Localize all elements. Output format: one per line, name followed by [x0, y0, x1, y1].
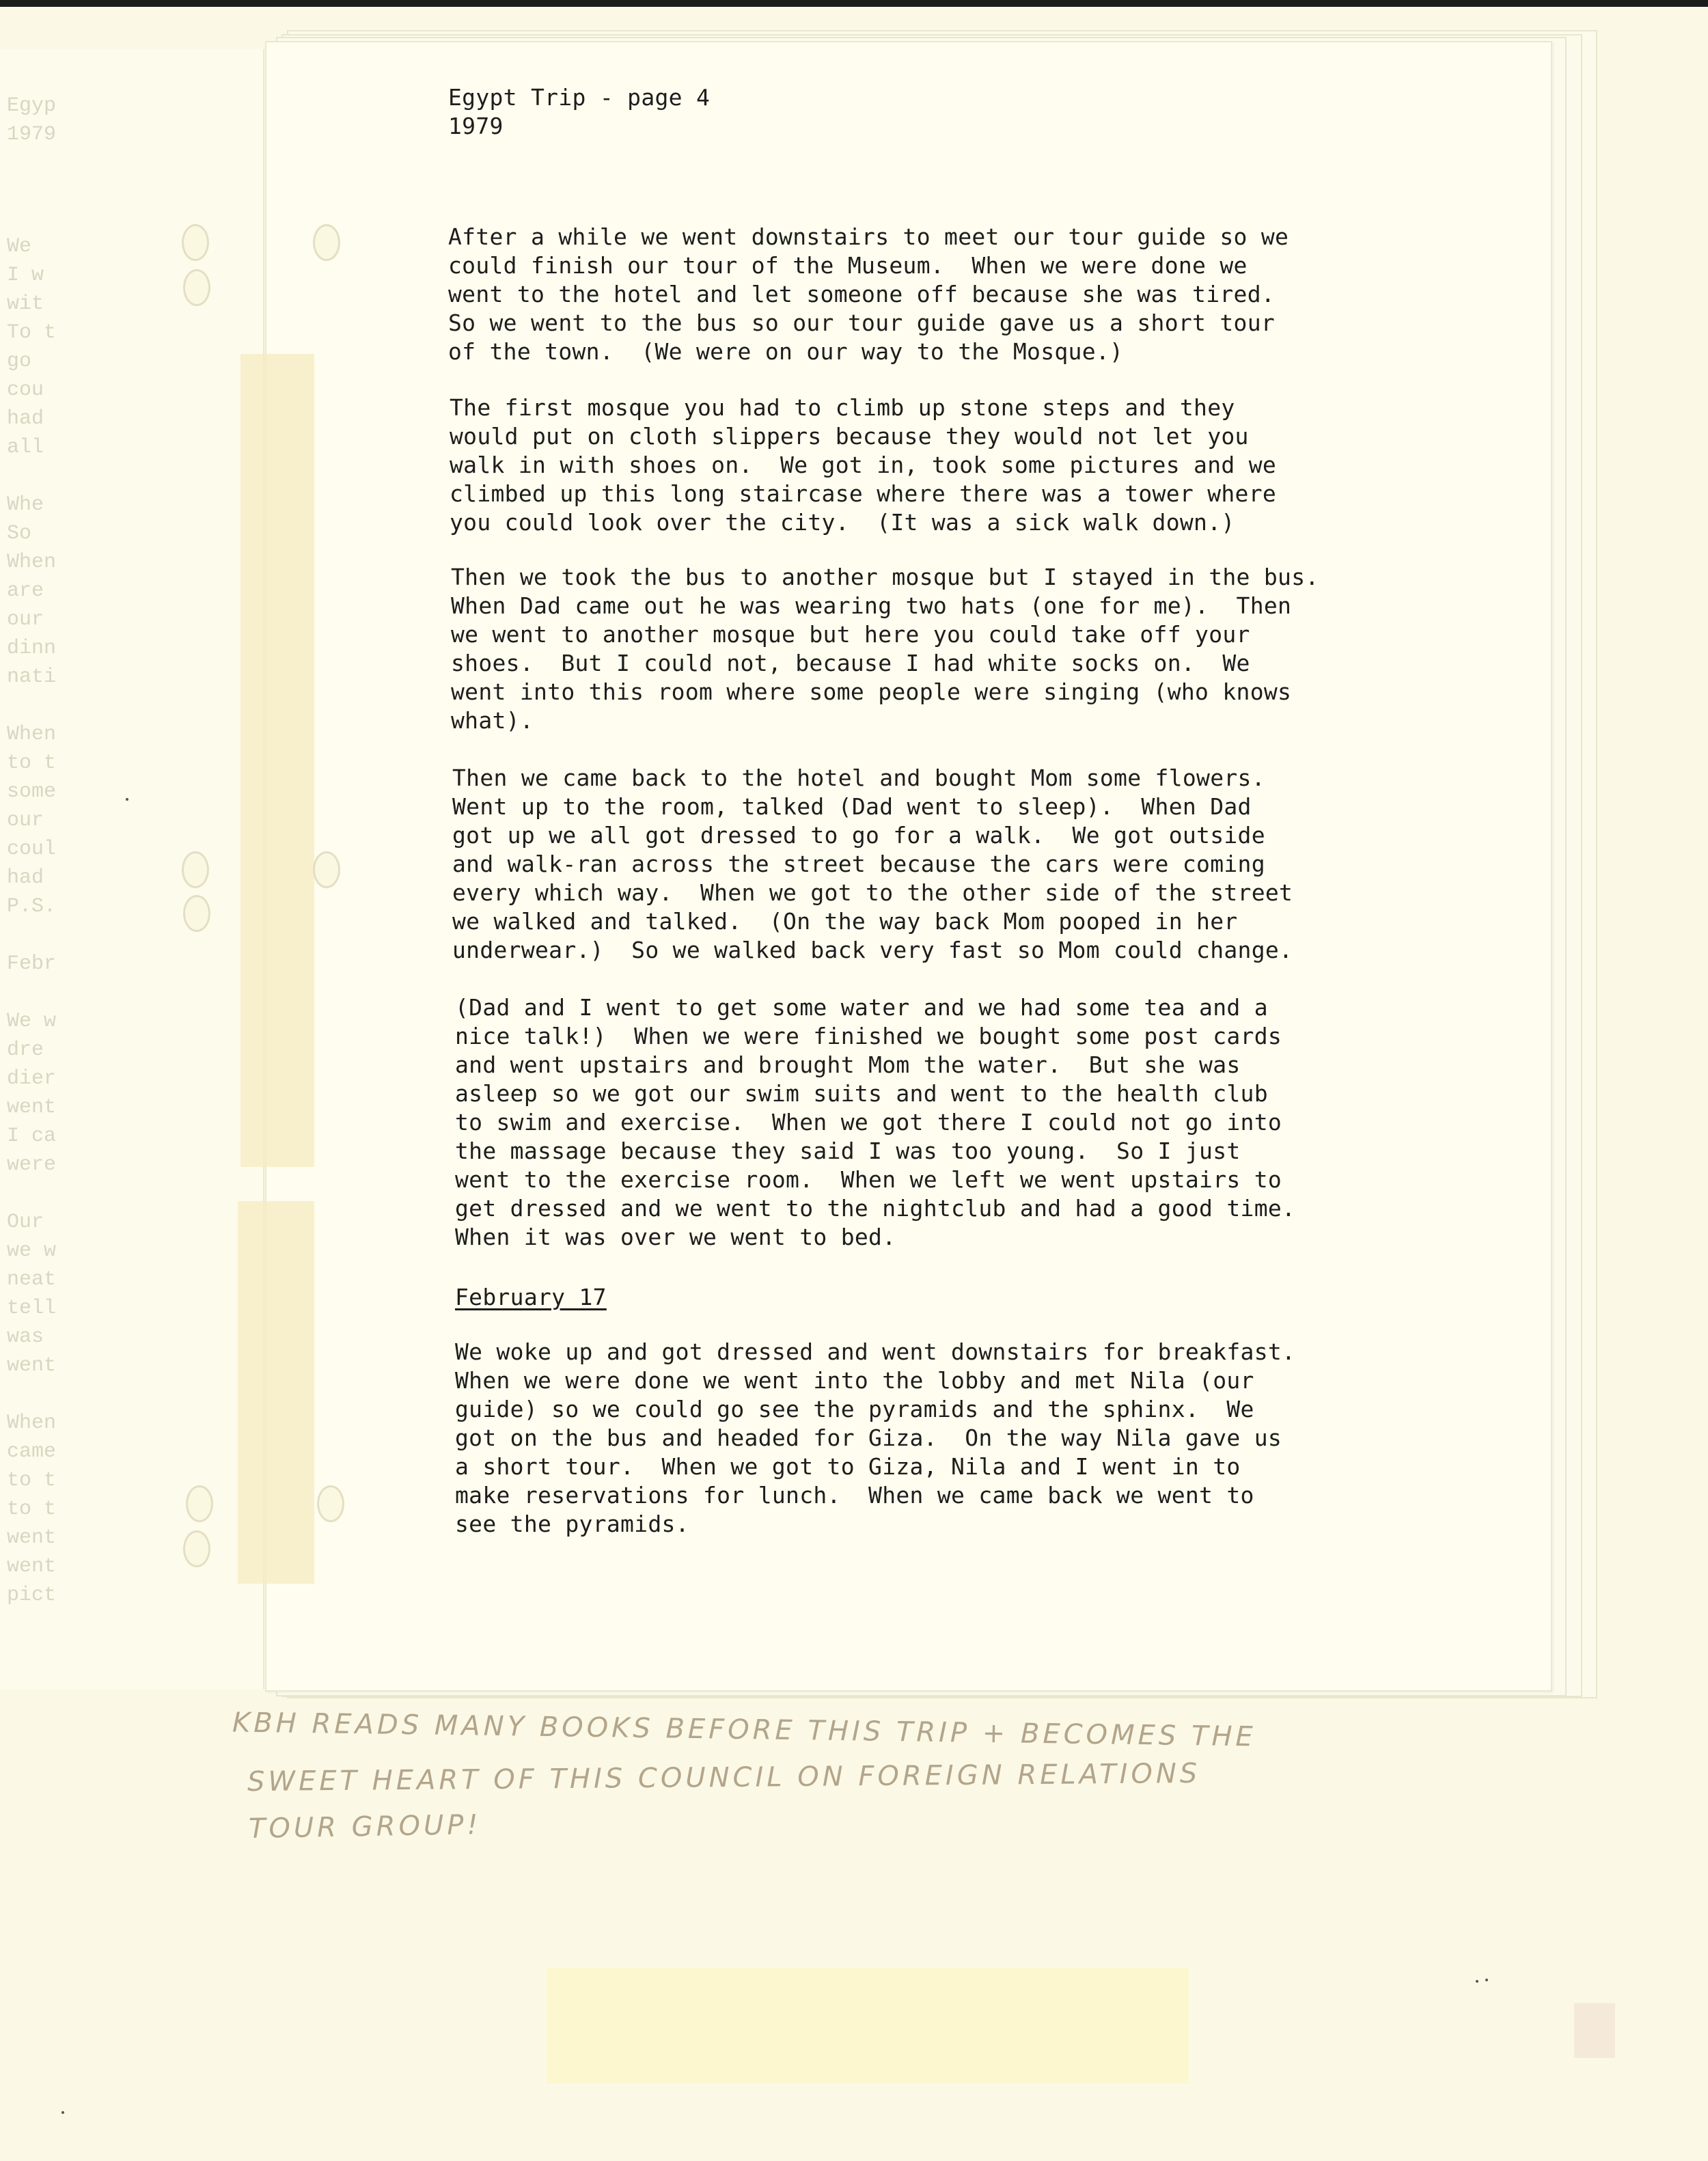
paper-stain	[1574, 2003, 1615, 2058]
tape-strip	[240, 354, 314, 1167]
binder-hole	[183, 895, 210, 932]
bleed-through-text: We I w wit To t go cou had all Whe So When are our dinn nati When to t some our coul had P.S. Febr We w dre dier went I ca were Our we w neat tell was went When came to t to t went went pict	[7, 235, 57, 1607]
binder-hole	[186, 1485, 213, 1522]
binder-hole	[183, 269, 210, 306]
dust-speck	[61, 2111, 64, 2114]
paragraph: (Dad and I went to get some water and we had some tea and a nice talk!) When we were finished we bought some post cards and went upstairs and brought Mom the water. But she was asleep so we got our swim suits and went to the health club to swim and exercise. When we got there I could not go into the massage because they said I was too young. So I just went to the exercise room. When we left we went upstairs to get dressed and we went to the nightclub and had a good time. When it was over we went to bed.	[455, 994, 1296, 1250]
binder-hole	[182, 224, 209, 261]
dust-speck	[1476, 1980, 1478, 1983]
binder-hole	[182, 851, 209, 888]
paper-stain	[547, 1968, 1189, 2084]
date-heading: February 17	[455, 1284, 607, 1310]
tape-strip	[238, 1201, 314, 1584]
binder-hole	[313, 224, 340, 261]
binder-hole	[313, 851, 340, 888]
handwritten-note-line: KBH READS MANY BOOKS BEFORE THIS TRIP + BECOMES THE	[232, 1707, 1257, 1753]
paragraph: Then we took the bus to another mosque but I stayed in the bus. When Dad came out he was wearing two hats (one for me). Then we went to another mosque but here you could take off your shoes. But I could not, because I had white socks on. We went into this room where some people were singing (who knows what).	[451, 564, 1319, 734]
page-title: Egypt Trip - page 4	[448, 84, 711, 111]
dust-speck	[126, 798, 128, 801]
bleed-through-text: Egyp 1979	[7, 94, 57, 146]
top-edge	[0, 0, 1708, 7]
dust-speck	[1485, 1979, 1488, 1981]
previous-page-sheet	[0, 49, 264, 1689]
paragraph: After a while we went downstairs to meet our tour guide so we could finish our tour of the Museum. When we were done we went to the hotel and let someone off because she was tired. So we went to the bus so our tour guide gave us a short tour of the town. (We were on our way to the Mosque.)	[448, 223, 1289, 365]
handwritten-note-line: SWEET HEART OF THIS COUNCIL ON FOREIGN RELATIONS	[247, 1757, 1201, 1798]
binder-hole	[317, 1485, 344, 1522]
paragraph: The first mosque you had to climb up stone steps and they would put on cloth slippers because they would not let you walk in with shoes on. We got in, took some pictures and we climbed up this long staircase where there was a tower where you could look over the city. (It was a sick walk down.)	[450, 394, 1277, 536]
binder-hole	[183, 1530, 210, 1567]
paragraph: Then we came back to the hotel and bought Mom some flowers. Went up to the room, talked (Dad went to sleep). When Dad got up we all got dressed to go for a walk. We got outside and walk-ran across the street because the cars were coming every which way. When we got to the other side of the street we walked and talked. (On the way back Mom pooped in her underwear.) So we walked back very fast so Mom could change.	[452, 765, 1293, 963]
page-year: 1979	[448, 113, 504, 139]
paragraph: We woke up and got dressed and went downstairs for breakfast. When we were done we went into the lobby and met Nila (our guide) so we could go see the pyramids and the sphinx. We got on the bus and headed for Giza. On the way Nila gave us a short tour. When we got to Giza, Nila and I went in to make reservations for lunch. When we came back we went to see the pyramids.	[455, 1338, 1296, 1537]
handwritten-note-line: TOUR GROUP!	[248, 1809, 482, 1845]
